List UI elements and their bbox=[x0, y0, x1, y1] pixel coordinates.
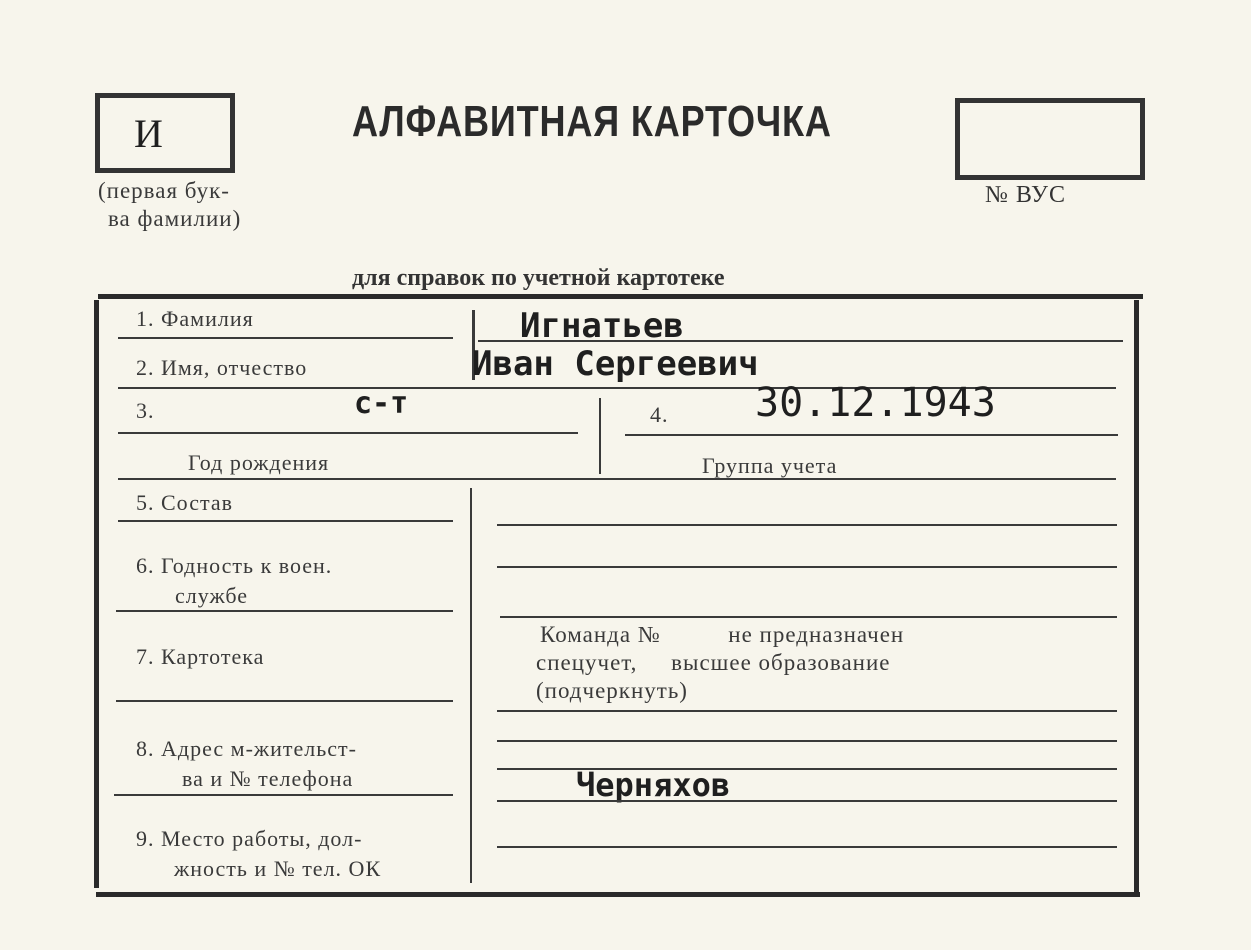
field-4-sub: Группа учета bbox=[702, 453, 838, 478]
field-1-left-line bbox=[118, 337, 453, 339]
field-3-label: 3. bbox=[136, 398, 155, 423]
frame-left bbox=[94, 300, 99, 888]
command-line2: спецучет, высшее образование bbox=[536, 650, 891, 675]
field-8-label-line1: 8. Адрес м-жительст- bbox=[136, 736, 357, 761]
field-3-sub: Год рождения bbox=[188, 450, 330, 475]
card-title: АЛФАВИТНАЯ КАРТОЧКА bbox=[352, 97, 832, 146]
command-line3: (подчеркнуть) bbox=[536, 678, 688, 703]
field-9-label-line1: 9. Место работы, дол- bbox=[136, 826, 363, 851]
first-letter-caption-line1: (первая бук- bbox=[98, 178, 230, 203]
divider-lower-column bbox=[470, 488, 472, 883]
card-subtitle: для справок по учетной картотеке bbox=[352, 265, 725, 291]
field-3-line bbox=[118, 432, 578, 434]
field-4-label: 4. bbox=[650, 402, 669, 427]
field-1-right-line bbox=[478, 340, 1123, 342]
first-letter-box bbox=[95, 93, 235, 173]
field-1-label: 1. Фамилия bbox=[136, 306, 254, 331]
birth-year-value: с-т bbox=[354, 386, 409, 421]
first-letter-value: И bbox=[134, 111, 163, 156]
field-9-label-line2: жность и № тел. ОК bbox=[174, 856, 382, 881]
divider-birth-group bbox=[599, 398, 601, 474]
field-8-label-line2: ва и № телефона bbox=[182, 766, 354, 791]
row-34-bottom-line bbox=[118, 478, 1116, 480]
date-value: 30.12.1943 bbox=[755, 380, 996, 426]
field-5-label: 5. Состав bbox=[136, 490, 234, 515]
frame-bottom bbox=[96, 892, 1140, 897]
field-6-label-line1: 6. Годность к воен. bbox=[136, 553, 333, 578]
field-6-label-line2: службе bbox=[175, 583, 249, 608]
vus-label: № ВУС bbox=[985, 182, 1066, 208]
frame-right bbox=[1134, 300, 1139, 895]
right-line-1 bbox=[497, 524, 1117, 526]
field-2-label: 2. Имя, отчество bbox=[136, 355, 308, 380]
first-letter-caption-line2: ва фамилии) bbox=[108, 206, 242, 231]
right-line-3 bbox=[500, 616, 1117, 618]
surname-value: Игнатьев bbox=[520, 306, 684, 346]
right-line-7 bbox=[497, 800, 1117, 802]
field-4-line bbox=[625, 434, 1118, 436]
field-7-label: 7. Картотека bbox=[136, 644, 265, 669]
name-patronymic-value: Иван Сергеевич bbox=[472, 344, 759, 384]
field-6-left-line bbox=[116, 610, 453, 612]
right-line-8 bbox=[497, 846, 1117, 848]
right-line-5 bbox=[497, 740, 1117, 742]
field-8-left-line bbox=[114, 794, 453, 796]
address-value: Черняхов bbox=[576, 766, 731, 804]
right-line-4 bbox=[497, 710, 1117, 712]
vus-box bbox=[955, 98, 1145, 180]
right-line-2 bbox=[497, 566, 1117, 568]
field-5-left-line bbox=[118, 520, 453, 522]
command-line1: Команда № не предназначен bbox=[540, 622, 905, 647]
frame-top bbox=[98, 294, 1143, 299]
field-7-left-line bbox=[116, 700, 453, 702]
